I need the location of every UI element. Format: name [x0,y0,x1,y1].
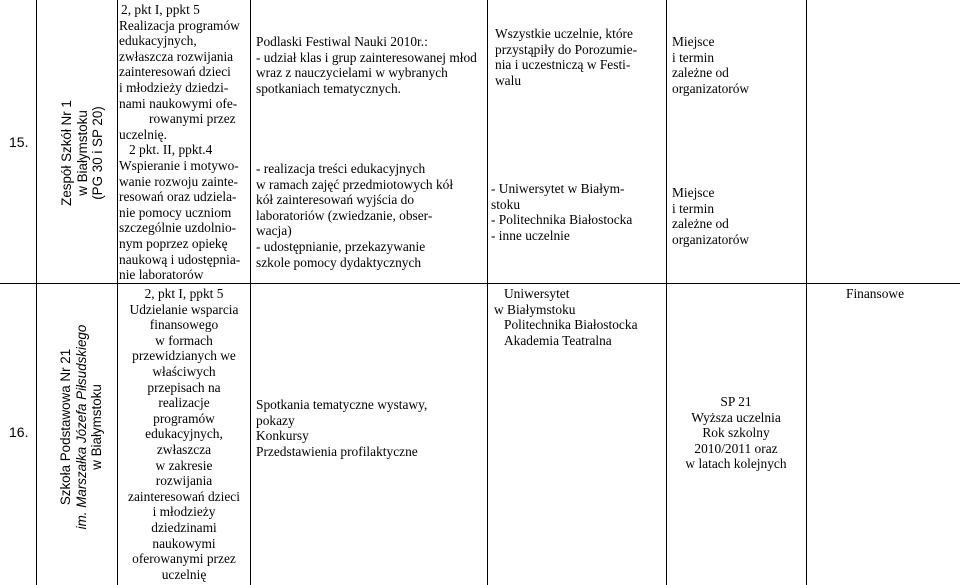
partner-line: Akademia Teatralna [504,332,612,348]
task-line: nym poprzez opiekę [119,235,228,251]
task-line: właściwych [152,363,216,379]
activity-line: szkole pomocy dydaktycznych [256,254,422,270]
task-line: nie pomocy uczniom [119,204,232,220]
activity-line: kół zainteresowań wyjścia do [256,192,415,208]
school-name-line: im. Marszałka Józefa Piłsudskiego [73,324,89,530]
task-line: 2, pkt I, ppkt 5 [121,2,200,17]
place-cell [666,394,806,472]
school-name [58,300,104,554]
task-line: naukowymi [152,535,216,551]
activity-line: wraz z nauczycielami w wybranych [256,65,448,81]
school-name-line: Zespół Szkół Nr 1 [59,100,74,206]
activity-line: Spotkania tematyczne wystawy, [256,397,428,412]
task-line: przepisach na [147,379,221,395]
place-line: w latach kolejnych [685,456,787,472]
school-name-line: (PG 30 i SP 20) [90,106,106,200]
activities-cell [256,34,486,96]
task-line: oferowanymi przez [132,551,236,567]
task-line: nami naukowymi ofe- [119,95,238,111]
partners-cell [490,286,665,348]
column-divider-activities [487,0,488,585]
place-line: i termin [672,200,715,216]
task-line: Wspieranie i motywo- [119,157,239,173]
task-line: rozwijania [155,473,213,489]
task-line: i młodzieży dziedzi- [119,79,229,95]
partner-line: walu [495,72,522,88]
task-line: zwłaszcza rozwijania [119,48,234,64]
task-line: naukową i udostępnia- [119,251,241,267]
task-line: 2 pkt. II, ppkt.4 [129,142,213,158]
activity-line: Przedstawienia profilaktyczne [256,443,418,459]
task-line: w formach [155,332,213,348]
activity-line: - realizacja treści edukacyjnych [256,161,426,176]
task-line: zainteresowań dzieci [128,488,240,504]
activity-line: - udział klas i grup zainteresowanej młod [256,49,477,65]
task-line: w zakresie [155,457,213,473]
activity-line: Konkursy [256,428,309,444]
place-line: organizatorów [672,80,750,96]
partners-cell [495,26,665,88]
school-name-line: Szkoła Podstawowa Nr 21 [58,348,73,506]
task-line: edukacyjnych, [145,426,223,442]
task-line: 2, pkt I, ppkt 5 [144,286,224,301]
place-line: Wyższa uczelnia [691,409,781,425]
row-number: 15. [9,134,29,150]
task-line: finansowego [149,317,219,333]
place-line: organizatorów [672,231,750,247]
activity-line: - udostępnianie, przekazywanie [256,238,426,254]
task-line: zainteresowań dzieci [119,64,231,80]
activity-line: Podlaski Festiwal Nauki 2010r.: [256,34,428,49]
activities-cell [256,397,486,459]
place-line: zależne od [672,216,729,232]
place-line: i termin [672,49,715,65]
task-line: uczelnię [161,566,207,582]
partner-line: - Politechnika Białostocka [491,212,633,228]
place-line: Rok szkolny [702,425,770,441]
task-line: Udzielanie wsparcia [129,301,239,317]
activity-line: spotkaniach tematycznych. [256,80,402,96]
place-cell [672,185,802,247]
column-divider-place [806,0,807,585]
row-number: 16. [9,424,29,440]
activity-line: w ramach zajęć przedmiotowych kół [256,176,454,192]
partner-line: Politechnika Białostocka [504,317,638,333]
partner-line: - Uniwersytet w Białym- [491,181,625,196]
task-line: rowanymi przez [149,111,236,127]
activities-cell [256,161,486,270]
place-line: Miejsce [672,34,715,49]
partners-cell [491,181,665,243]
task-line: wanie rozwoju zainte- [119,173,238,189]
task-line: resowań oraz udziela- [119,189,237,205]
place-line: 2010/2011 oraz [694,440,778,456]
place-line: zależne od [672,65,729,81]
place-cell [672,34,802,96]
tasks-cell [118,286,250,582]
task-line: i młodzieży [152,504,216,520]
task-line: Realizacja programów [119,17,240,33]
partner-line: przystąpiły do Porozumie- [495,41,638,57]
partner-line: stoku [491,196,521,212]
task-line: realizacje [158,395,210,411]
task-line: zwłaszcza [156,441,212,457]
task-line: programów [153,410,215,426]
task-line: dziedzinami [151,519,217,535]
row-divider [0,283,960,284]
activity-line: laboratoriów (zwiedzanie, obser- [256,207,433,223]
costs-cell: Finansowe [846,286,905,301]
partner-line: Uniwersytet [504,286,570,301]
school-name-line: w Białymstoku [74,110,90,196]
partner-line: nia i uczestniczą w Festi- [495,57,631,73]
place-line: SP 21 [720,394,752,409]
task-line: edukacyjnych, [119,33,197,49]
partner-line: Wszystkie uczelnie, które [495,26,633,41]
partner-line: - inne uczelnie [491,227,570,243]
place-line: Miejsce [672,185,715,200]
activity-line: wacja) [256,223,292,239]
task-line: nie laboratorów [119,267,204,283]
task-line: przewidzianych we [132,348,236,364]
task-line: uczelnię. [119,126,167,142]
tasks-cell [119,2,251,283]
column-divider-number [36,0,37,585]
activity-line: pokazy [256,412,295,428]
partner-line: w Białymstoku [494,301,576,317]
school-name [59,43,105,263]
column-divider-partners [666,0,667,585]
school-name-line: w Białymstoku [89,384,105,470]
task-line: szczególnie uzdolnio- [119,220,237,236]
